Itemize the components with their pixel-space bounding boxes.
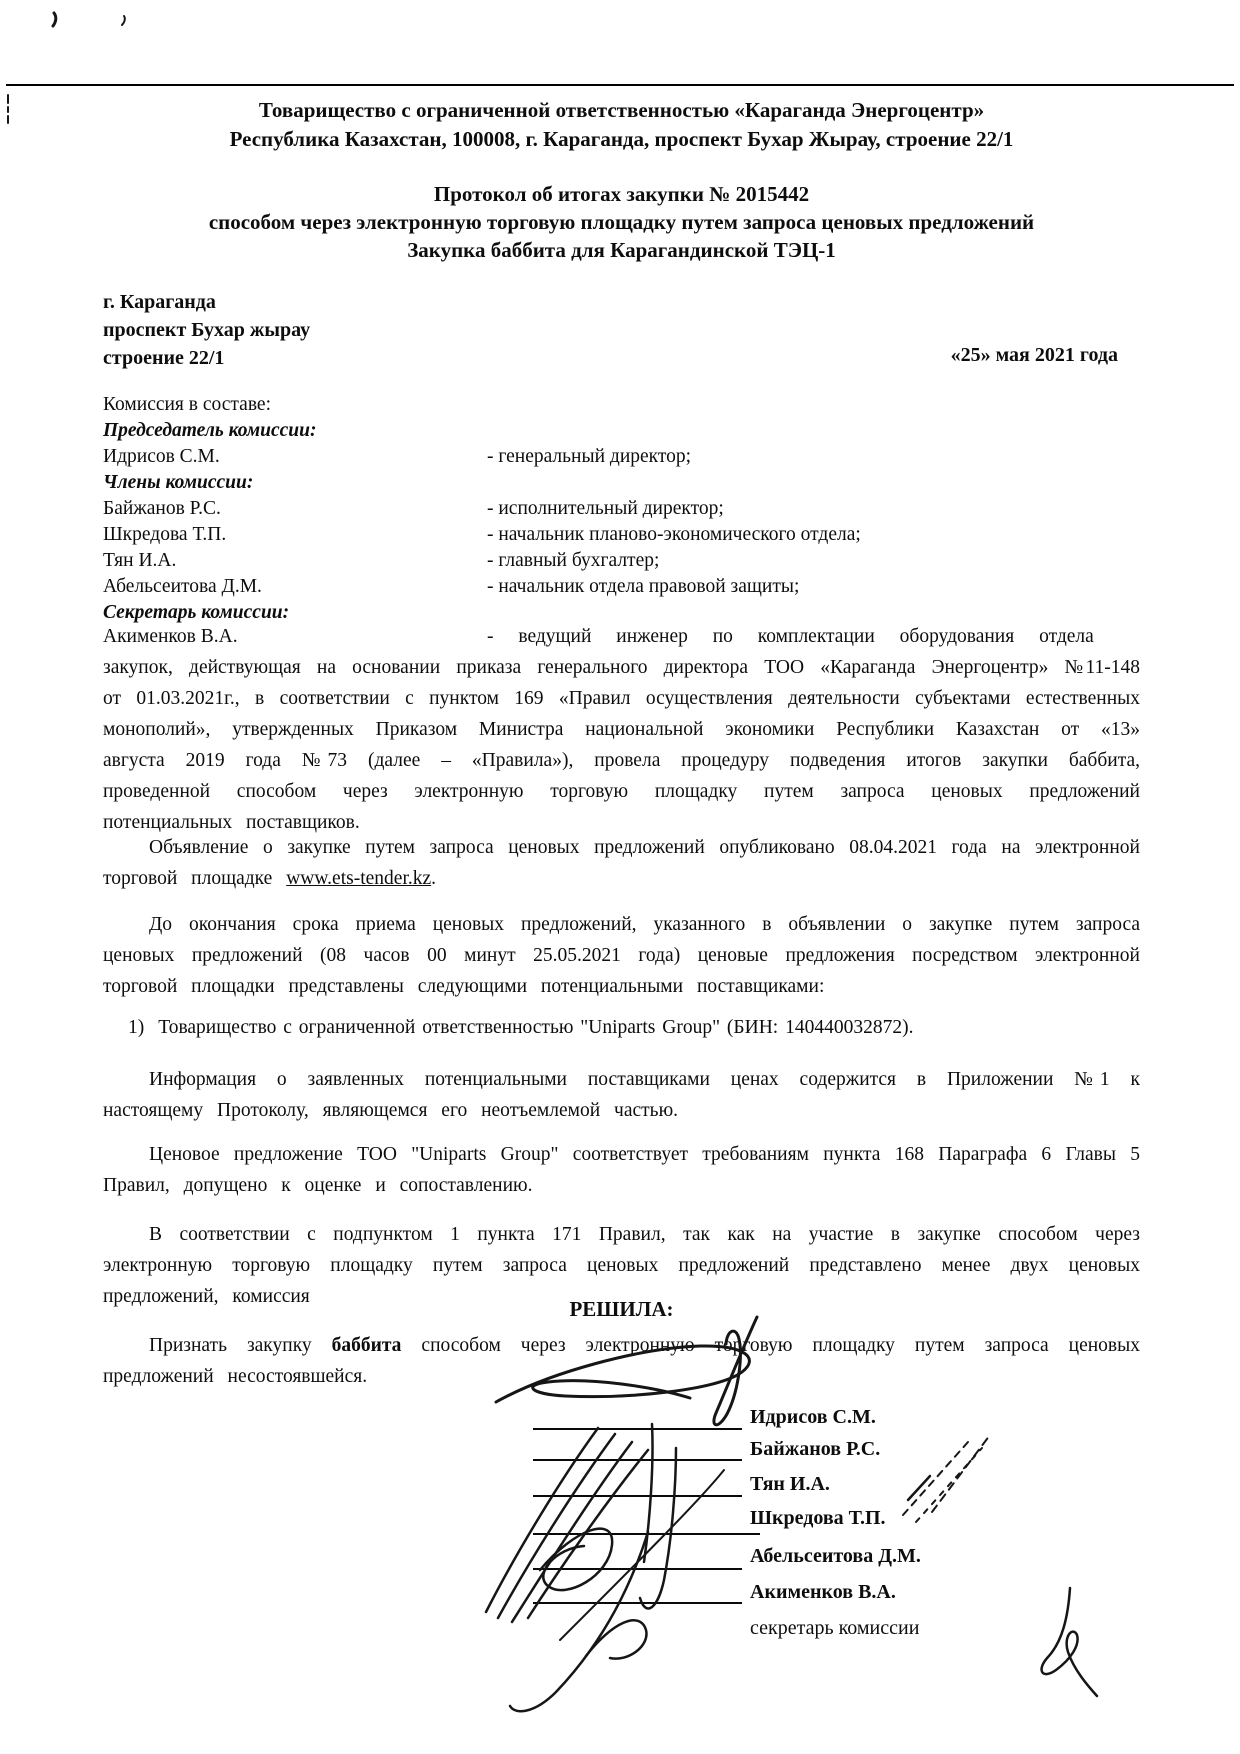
member-name: Абельсеитова Д.М. (103, 576, 262, 597)
hatch-mark (903, 1442, 968, 1515)
signature-tail (510, 1532, 648, 1711)
hatch-mark (932, 1435, 990, 1512)
signature-scribble (512, 1442, 632, 1622)
decision-intro-paragraph: В соответствии с подпунктом 1 пункта 171 Правил, так как на участие в закупке способом через электронную торговую площадку путем запроса ценовых предложений представлено менее двух ценовых предложений, комиссия (103, 1224, 1140, 1307)
org-name: Товарищество с ограниченной ответственностью «Караганда Энергоцентр» (258, 98, 985, 122)
commission-intro: Комиссия в составе: (103, 394, 271, 415)
pen-squiggle (1042, 1588, 1097, 1696)
place-block (103, 288, 310, 372)
member-name: Байжанов Р.С. (103, 498, 221, 519)
ink-speck (53, 13, 56, 26)
signature-scribble (644, 1424, 653, 1562)
place-city: г. Караганда (103, 291, 216, 313)
announcement-paragraph (103, 832, 1140, 894)
supplier-list-item (103, 1012, 1140, 1043)
chairman-name: Идрисов С.М. (103, 446, 220, 467)
secretary-name: Акименков В.А. (103, 626, 238, 647)
signer-name: Акименков В.А. (750, 1581, 896, 1603)
resolution-paragraph (103, 1330, 1140, 1392)
commission-row (103, 548, 1140, 574)
announcement-text-end: . (431, 868, 437, 889)
tender-site-link[interactable]: www.ets-tender.kz (286, 868, 432, 889)
signer-name: Байжанов Р.С. (750, 1438, 881, 1460)
resolution-subject: баббита (331, 1335, 402, 1356)
protocol-title-line2: способом через электронную торговую площадку путем запроса ценовых предложений (208, 210, 1035, 234)
announcement-text: Объявление о закупке путем запроса ценовых предложений опубликовано 08.04.2021 года на электронной торговой площадке (103, 837, 1140, 889)
chairman-label: Председатель комиссии: (103, 420, 317, 441)
commission-row (103, 574, 1140, 600)
chairman-role: - генеральный директор; (487, 446, 692, 467)
protocol-title (103, 180, 1140, 264)
member-role: - исполнительный директор; (487, 498, 724, 519)
document-date: «25» мая 2021 года (950, 344, 1118, 366)
commission-list (103, 392, 1140, 626)
signature-scribble (586, 1620, 646, 1658)
signature-line (533, 1495, 742, 1497)
ink-speck (122, 16, 125, 25)
commission-row (103, 522, 1140, 548)
signature-line (533, 1533, 760, 1535)
commission-row (103, 444, 1140, 470)
member-role: - главный бухгалтер; (487, 550, 660, 571)
signature-scribble (486, 1428, 598, 1612)
signer-name: Тян И.А. (750, 1473, 830, 1495)
member-name: Тян И.А. (103, 550, 177, 571)
resolution-text-end: способом через электронную торговую площадку путем запроса ценовых предложений несостоявшейся. (103, 1335, 1140, 1387)
signature-line (533, 1602, 742, 1604)
protocol-title-line3: Закупка баббита для Карагандинской ТЭЦ-1 (407, 238, 836, 262)
commission-row (103, 496, 1140, 522)
signer-name: Идрисов С.М. (750, 1406, 876, 1428)
protocol-title-line1: Протокол об итогах закупки № 2015442 (433, 182, 810, 206)
signature-line (533, 1459, 742, 1461)
org-address: Республика Казахстан, 100008, г. Караганда, проспект Бухар Жырау, строение 22/1 (229, 127, 1014, 151)
secretary-label: Секретарь комиссии: (103, 602, 290, 623)
secretary-paragraph (103, 621, 1140, 838)
signature-scribble (640, 1448, 676, 1608)
hatch-mark (908, 1476, 930, 1500)
signer-name: Абельсеитова Д.М. (750, 1545, 921, 1567)
letterhead (103, 96, 1140, 154)
top-divider-line (6, 84, 1234, 86)
price-offer-paragraph: Ценовое предложение ТОО "Uniparts Group" соответствует требованиям пункта 168 Параграфа 6 Главы 5 Правил, допущено к оценке и сопоставлению. (103, 1144, 1140, 1196)
member-role: - начальник планово-экономического отдела; (487, 524, 861, 545)
secretary-role-first-line: - ведущий инженер по комплектации оборудования отдела (487, 626, 1094, 647)
deadline-paragraph: До окончания срока приема ценовых предложений, указанного в объявлении о закупке путем запроса ценовых предложений (08 часов 00 минут 25.05.2021 года) ценовые предложения посредством электронной торговой площадки представлены следующими потенциальными поставщиками: (103, 914, 1140, 997)
secretary-caption: секретарь комиссии (750, 1617, 920, 1639)
place-building: строение 22/1 (103, 347, 225, 369)
resolved-heading: РЕШИЛА: (569, 1297, 674, 1321)
signature-scribble (540, 1529, 612, 1590)
supplier-text: Товарищество с ограниченной ответственностью "Uniparts Group" (БИН: 140440032872). (158, 1017, 914, 1038)
appendix-info-paragraph: Информация о заявленных потенциальными поставщиками ценах содержится в Приложении №1 к настоящему Протоколу, являющемся его неотъемлемой частью. (103, 1069, 1140, 1121)
place-street: проспект Бухар жырау (103, 319, 311, 341)
resolution-text: Признать закупку (149, 1335, 332, 1356)
member-name: Шкредова Т.П. (103, 524, 227, 545)
signature-line (533, 1428, 742, 1430)
hatch-mark (916, 1448, 982, 1522)
signature-line (533, 1568, 742, 1570)
signer-name: Шкредова Т.П. (750, 1507, 886, 1529)
signature-scribble (498, 1434, 615, 1618)
members-label: Члены комиссии: (103, 472, 254, 493)
supplier-marker: 1) (128, 1017, 145, 1038)
secretary-role-text: закупок, действующая на основании приказа генерального директора ТОО «Караганда Энергоцентр» №11-148 от 01.03.2021г., в соответствии с пунктом 169 «Правил осуществления деятельности субъектами естественных монополий», утвержденных Приказом Министра национальной экономики Республики Казахстан от «13» августа 2019 года №73 (далее – «Правила»), провела процедуру подведения итогов закупки баббита, проведенной способом через электронную торговую площадку путем запроса ценовых предложений потенциальных поставщиков. (103, 657, 1140, 833)
member-role: - начальник отдела правовой защиты; (487, 576, 800, 597)
